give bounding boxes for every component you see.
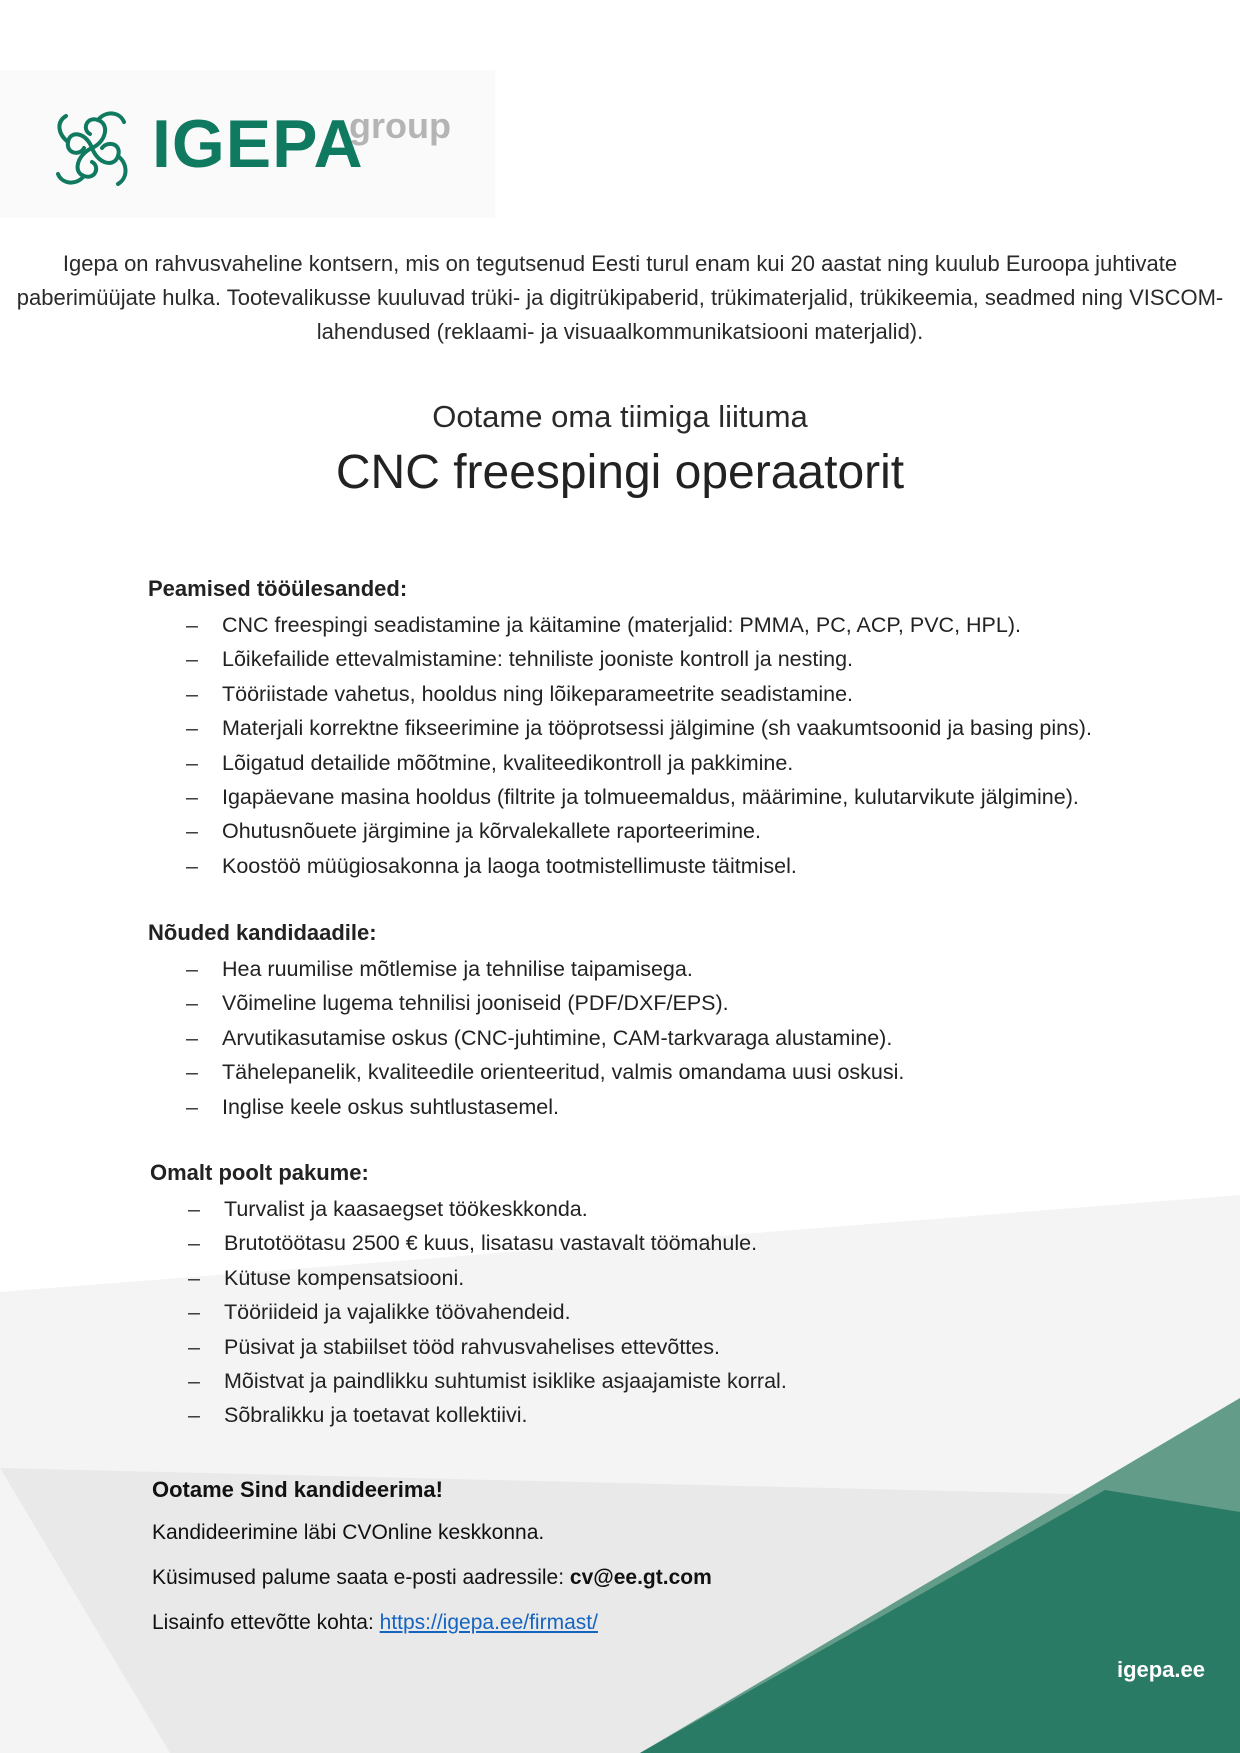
logo-wordmark: IGEPA: [152, 106, 364, 182]
footer-url[interactable]: igepa.ee: [1116, 1657, 1205, 1682]
list-item: – Turvalist ja kaasaegset töökeskkonda.: [150, 1192, 1230, 1226]
logo-suffix: group: [349, 105, 451, 146]
list-item: – Materjali korrektne fikseerimine ja tööprotsessi jälgimine (sh vaakumtsoonid ja basing pins).: [148, 711, 1228, 745]
requirements-section: [148, 918, 1228, 1124]
cta-title: Ootame Sind kandideerima!: [152, 1477, 443, 1502]
questions-line: [152, 1563, 1052, 1593]
list-item: – Igapäevane masina hooldus (filtrite ja tolmueemaldus, määrimine, kulutarvikute jälgimine).: [148, 780, 1228, 814]
list-item: – Lõigatud detailide mõõtmine, kvaliteedikontroll ja pakkimine.: [148, 746, 1228, 780]
info-line: [152, 1608, 1052, 1638]
list-item: – Mõistvat ja paindlikku suhtumist isiklike asjaajamiste korral.: [150, 1364, 1230, 1398]
logo: [0, 70, 495, 218]
offer-list: [150, 1192, 1230, 1433]
swirl-logo-icon: [48, 104, 136, 192]
list-item: – Lõikefailide ettevalmistamine: tehniliste jooniste kontroll ja nesting.: [148, 642, 1228, 676]
contact-email[interactable]: cv@ee.gt.com: [569, 1566, 712, 1589]
list-item: – CNC freespingi seadistamine ja käitamine (materjalid: PMMA, PC, ACP, PVC, HPL).: [148, 608, 1228, 642]
tasks-heading: Peamised tööülesanded:: [148, 576, 408, 601]
list-item: – Püsivat ja stabiilset tööd rahvusvahelises ettevõttes.: [150, 1330, 1230, 1364]
offer-section: [150, 1158, 1230, 1433]
list-item: – Ohutusnõuete järgimine ja kõrvalekallete raporteerimine.: [148, 814, 1228, 848]
list-item: – Hea ruumilise mõtlemise ja tehnilise taipamisega.: [148, 952, 1228, 986]
intro-paragraph: Igepa on rahvusvaheline kontsern, mis on tegutsenud Eesti turul enam kui 20 aastat ning kuulub Euroopa juhtivate paberimüüjate hulka. Tootevalikusse kuuluvad trüki- ja digitrükipaberid, trükimaterjalid, trükikeemia, seadmed ning VISCOM-lahendused (reklaami- ja visuaalkommunikatsiooni materjalid).: [16, 251, 1224, 344]
list-item: – Tähelepanelik, kvaliteedile orienteeritud, valmis omandama uusi oskusi.: [148, 1055, 1228, 1089]
list-item: – Koostöö müügiosakonna ja laoga tootmistellimuste täitmisel.: [148, 849, 1228, 883]
page-title: CNC freespingi operaatorit: [335, 446, 905, 499]
requirements-list: [148, 952, 1228, 1124]
company-info-link[interactable]: https://igepa.ee/firmast/: [379, 1611, 598, 1634]
list-item: – Tööriideid ja vajalikke töövahendeid.: [150, 1295, 1230, 1329]
tasks-list: [148, 608, 1228, 883]
cta-section: [152, 1474, 1052, 1653]
requirements-heading: Nõuded kandidaadile:: [148, 920, 377, 945]
list-item: – Võimeline lugema tehnilisi jooniseid (PDF/DXF/EPS).: [148, 986, 1228, 1020]
list-item: – Brutotöötasu 2500 € kuus, lisatasu vastavalt töömahule.: [150, 1226, 1230, 1260]
info-text: Lisainfo ettevõtte kohta:: [152, 1611, 374, 1634]
list-item: – Arvutikasutamise oskus (CNC-juhtimine, CAM-tarkvaraga alustamine).: [148, 1021, 1228, 1055]
list-item: – Kütuse kompensatsiooni.: [150, 1261, 1230, 1295]
offer-heading: Omalt poolt pakume:: [150, 1160, 369, 1185]
list-item: – Inglise keele oskus suhtlustasemel.: [148, 1090, 1228, 1124]
list-item: – Tööriistade vahetus, hooldus ning lõikeparameetrite seadistamine.: [148, 677, 1228, 711]
list-item: – Sõbralikku ja toetavat kollektiivi.: [150, 1398, 1230, 1432]
page-subtitle: Ootame oma tiimiga liituma: [432, 399, 808, 434]
questions-text: Küsimused palume saata e-posti aadressile:: [152, 1566, 565, 1589]
tasks-section: [148, 574, 1228, 883]
apply-text: Kandideerimine läbi CVOnline keskkonna.: [152, 1521, 545, 1544]
